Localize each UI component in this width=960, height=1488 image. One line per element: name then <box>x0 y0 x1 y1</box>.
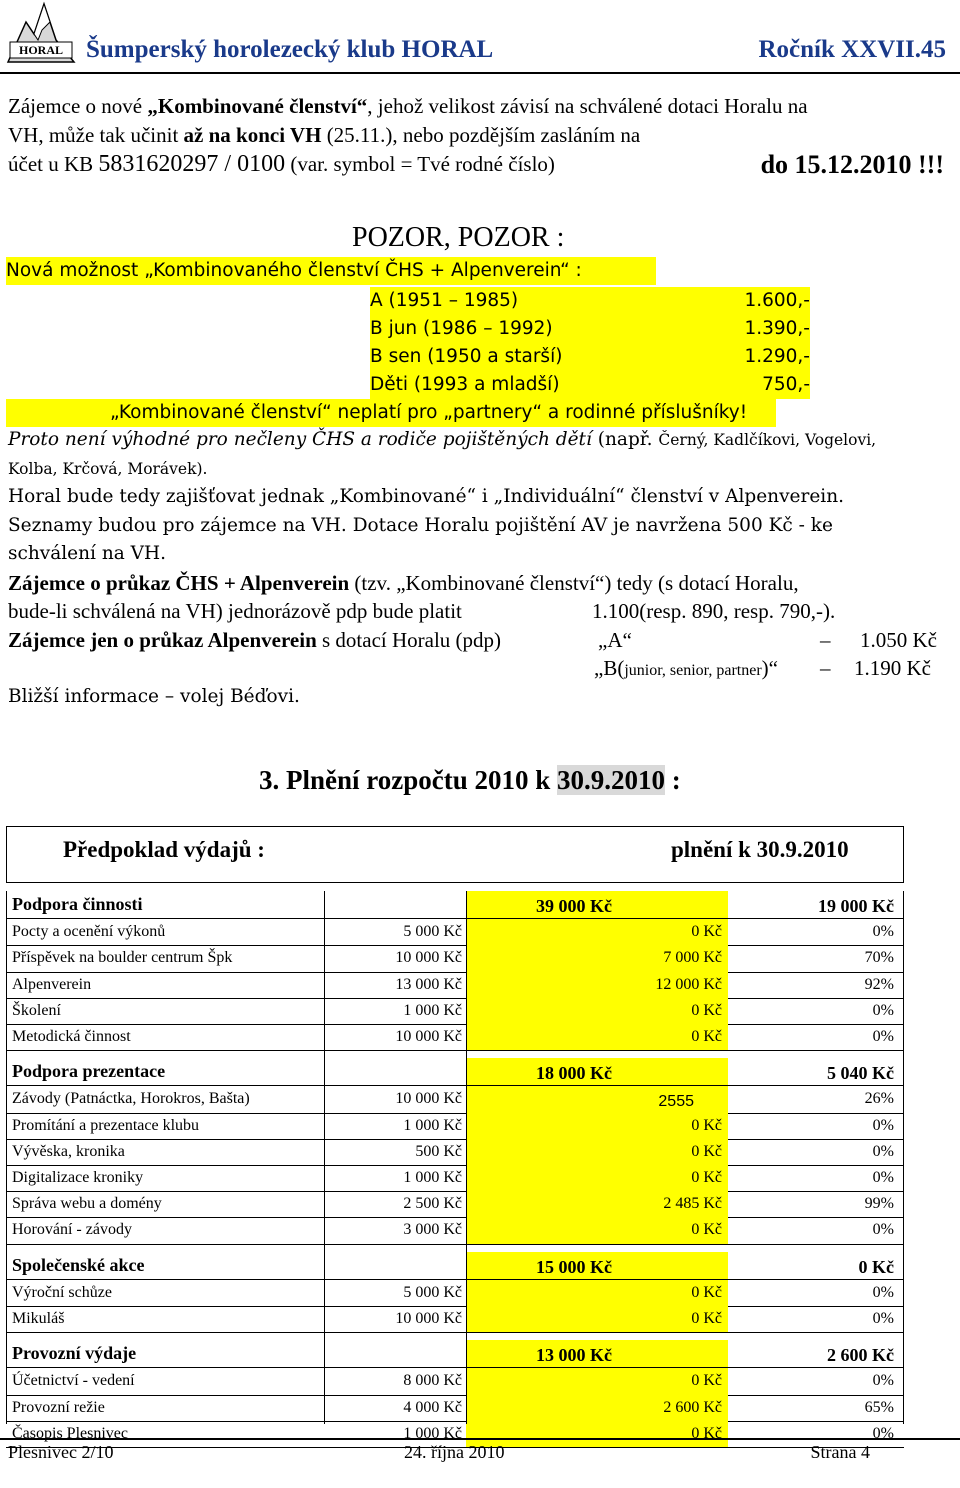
actual-highlight <box>466 1113 728 1139</box>
actual-highlight <box>466 1280 728 1306</box>
col-divider <box>324 891 325 1424</box>
row-divider <box>6 1244 904 1245</box>
item-percent: 0% <box>872 1028 894 1045</box>
group-actual: 19 000 Kč <box>818 896 894 916</box>
item-plan: 5 000 Kč <box>403 923 462 941</box>
body-text <box>8 426 956 711</box>
item-name: Pocty a ocenění výkonů <box>12 923 166 941</box>
item-percent: 0% <box>872 1372 894 1390</box>
price-row <box>370 315 810 343</box>
item-name: Digitalizace kroniky <box>12 1169 144 1186</box>
item-plan: 2 500 Kč <box>403 1195 462 1213</box>
item-actual: 0 Kč <box>691 923 722 941</box>
item-percent: 0% <box>872 1221 894 1239</box>
section-title <box>259 765 681 796</box>
body-line: Seznamy budou pro zájemce na VH. Dotace Horalu pojištění AV je navržena 500 Kč - ke <box>8 514 833 536</box>
account-number: 5831620297 / 0100 <box>98 151 286 177</box>
item-name: Časopis Plesnivec <box>12 1424 128 1442</box>
body-type: „A“ <box>598 627 632 652</box>
intro-text: VH, může tak učinit <box>8 123 184 147</box>
item-plan: 1 000 Kč <box>403 1001 462 1019</box>
item-actual: 2555 <box>658 1093 694 1111</box>
item-actual: 0 Kč <box>691 1142 722 1160</box>
body-line: Bližší informace – volej Béďovi. <box>8 685 300 707</box>
item-percent: 65% <box>864 1398 894 1416</box>
body-line: Horal bude tedy zajišťovat jednak „Kombinované“ i „Individuální“ členství v Alpenverein. <box>8 486 845 507</box>
item-name: Metodická činnost <box>12 1028 131 1045</box>
item-plan: 13 000 Kč <box>395 975 462 993</box>
item-actual: 0 Kč <box>691 1372 722 1390</box>
actual-highlight <box>466 1165 728 1191</box>
row-divider <box>6 1191 904 1192</box>
row-divider <box>6 1217 904 1218</box>
body-price: 1.190 Kč <box>854 656 931 680</box>
deadline: do 15.12.2010 !!! <box>760 150 944 179</box>
row-divider <box>6 1165 904 1166</box>
item-name: Příspěvek na boulder centrum Špk <box>12 949 233 967</box>
item-name: Provozní režie <box>12 1398 105 1416</box>
actual-highlight <box>466 1024 728 1050</box>
body-text-span: (např. <box>591 429 659 450</box>
item-plan: 1 000 Kč <box>403 1169 462 1186</box>
body-type: )“ <box>761 656 778 680</box>
price-amount: 1.390,- <box>744 318 810 339</box>
club-name: Šumperský horolezecký klub HORAL <box>86 36 494 63</box>
item-name: Vývěska, kronika <box>12 1142 125 1160</box>
col-divider <box>466 891 467 1424</box>
item-name: Mikuláš <box>12 1310 65 1327</box>
page-footer <box>0 1438 960 1488</box>
body-bold: Zájemce o průkaz ČHS + Alpenverein <box>8 570 350 595</box>
body-type-detail: junior, senior, partner <box>624 662 762 679</box>
body-text-span: s dotací Horalu (pdp) <box>316 627 502 652</box>
item-name: Školení <box>12 1001 61 1019</box>
price-row <box>370 343 810 371</box>
intro-text: účet u KB <box>8 152 99 176</box>
pozor-note: „Kombinované členství“ neplatí pro „partnery“ a rodinné příslušníky! <box>6 399 776 427</box>
intro-bold: „Kombinované členství“ <box>147 94 368 118</box>
item-actual: 0 Kč <box>691 1028 722 1045</box>
intro-text: Zájemce o nové <box>8 94 148 118</box>
intro-bold: až na konci VH <box>183 123 322 147</box>
row-divider <box>6 1395 904 1396</box>
item-actual: 7 000 Kč <box>663 949 722 967</box>
row-divider <box>6 1050 904 1051</box>
footer-date: 24. října 2010 <box>404 1442 505 1462</box>
item-name: Závody (Patnáctka, Horokros, Bašta) <box>12 1090 250 1108</box>
item-name: Horování - závody <box>12 1221 132 1239</box>
row-divider <box>6 972 904 973</box>
row-divider <box>6 1306 904 1307</box>
item-plan: 3 000 Kč <box>403 1221 462 1239</box>
actual-highlight <box>466 1306 728 1332</box>
item-plan: 1 000 Kč <box>403 1116 462 1134</box>
body-price: 1.050 Kč <box>860 627 937 652</box>
row-divider <box>6 945 904 946</box>
col-plan-header: Předpoklad výdajů : <box>63 837 265 862</box>
group-actual: 2 600 Kč <box>827 1345 894 1366</box>
price-amount: 750,- <box>762 374 810 395</box>
item-percent: 0% <box>872 1310 894 1327</box>
intro-text: (var. symbol = Tvé rodné číslo) <box>285 152 555 176</box>
item-plan: 500 Kč <box>415 1142 462 1160</box>
item-percent: 0% <box>872 923 894 941</box>
actual-highlight <box>466 919 728 945</box>
item-percent: 0% <box>872 1169 894 1186</box>
row-divider <box>6 1085 904 1086</box>
item-actual: 0 Kč <box>691 1283 722 1301</box>
row-divider <box>6 1332 904 1333</box>
body-italic: Proto není výhodné pro nečleny ČHS a rodiče pojištěných dětí <box>8 429 592 450</box>
item-percent: 99% <box>864 1195 894 1213</box>
price-row <box>370 371 810 399</box>
group-actual: 0 Kč <box>858 1256 894 1277</box>
item-percent: 70% <box>864 949 894 967</box>
actual-highlight <box>466 1368 728 1394</box>
footer-left: Plesnivec 2/10 <box>8 1442 114 1462</box>
item-actual: 0 Kč <box>691 1116 722 1134</box>
row-divider <box>6 1024 904 1025</box>
body-type: „B( <box>594 656 625 680</box>
group-plan: 39 000 Kč <box>536 896 612 916</box>
item-actual: 0 Kč <box>691 1310 722 1327</box>
col-actual-header: plnění k 30.9.2010 <box>671 837 849 862</box>
item-name: Alpenverein <box>12 975 92 993</box>
table-header <box>6 826 904 883</box>
price-label: B jun (1986 – 1992) <box>370 318 553 339</box>
price-label: Děti (1993 a mladší) <box>370 374 560 395</box>
price-label: A (1951 – 1985) <box>370 290 519 311</box>
footer-page: Strana 4 <box>810 1442 870 1462</box>
item-plan: 10 000 Kč <box>395 1310 462 1327</box>
row-divider <box>6 1139 904 1140</box>
price-amount: 1.600,- <box>744 290 810 311</box>
item-name: Výroční schůze <box>12 1283 112 1301</box>
group-name: Společenské akce <box>12 1254 145 1275</box>
body-dash: – <box>820 656 831 680</box>
actual-highlight <box>466 1217 728 1243</box>
row-divider <box>6 1421 904 1422</box>
item-percent: 0% <box>872 1001 894 1019</box>
price-label: B sen (1950 a starší) <box>370 346 563 367</box>
group-name: Podpora činnosti <box>12 894 143 914</box>
mountain-logo-icon <box>4 0 78 70</box>
intro-text: , jehož velikost závisí na schválené dotaci Horalu na <box>367 94 808 118</box>
row-divider <box>6 998 904 999</box>
item-plan: 4 000 Kč <box>403 1398 462 1416</box>
item-actual: 0 Kč <box>691 1001 722 1019</box>
issue-number: Ročník XXVII.45 <box>758 36 946 63</box>
row-divider <box>6 1367 904 1368</box>
item-plan: 5 000 Kč <box>403 1283 462 1301</box>
section-title-text: : <box>665 765 681 795</box>
item-actual: 0 Kč <box>691 1169 722 1186</box>
pozor-title: POZOR, POZOR : <box>352 222 565 253</box>
item-percent: 26% <box>864 1090 894 1108</box>
body-dash: – <box>820 627 831 652</box>
item-percent: 0% <box>872 1142 894 1160</box>
group-actual: 5 040 Kč <box>827 1063 894 1084</box>
actual-highlight <box>466 1139 728 1165</box>
body-price: 1.100(resp. 890, resp. 790,-). <box>592 599 836 623</box>
item-name: Promítání a prezentace klubu <box>12 1116 200 1134</box>
group-plan: 18 000 Kč <box>536 1063 612 1084</box>
row-divider <box>6 918 904 919</box>
logo-text: HORAL <box>18 43 64 57</box>
body-text-span: (tzv. „Kombinované členství“) tedy (s dotací Horalu, <box>349 570 799 595</box>
item-actual: 0 Kč <box>691 1424 722 1442</box>
group-plan: 13 000 Kč <box>536 1345 612 1366</box>
item-percent: 0% <box>872 1283 894 1301</box>
body-text-span: bude-li schválená na VH) jednorázově pdp bude platit <box>8 599 462 623</box>
intro-paragraph <box>8 92 956 179</box>
item-plan: 1 000 Kč <box>403 1424 462 1442</box>
section-title-text: 3. Plnění rozpočtu 2010 k <box>259 765 558 795</box>
item-name: Účetnictví - vedení <box>12 1372 135 1390</box>
body-names: Černý, Kadlčíkovi, Vogelovi, <box>658 431 877 449</box>
group-name: Podpora prezentace <box>12 1061 166 1082</box>
group-name: Provozní výdaje <box>12 1343 137 1364</box>
group-plan: 15 000 Kč <box>536 1256 612 1277</box>
actual-highlight <box>466 998 728 1024</box>
price-amount: 1.290,- <box>744 346 810 367</box>
item-actual: 0 Kč <box>691 1221 722 1239</box>
section-title-date: 30.9.2010 <box>557 765 666 795</box>
row-divider <box>6 1113 904 1114</box>
item-percent: 0% <box>872 1116 894 1134</box>
item-actual: 2 485 Kč <box>663 1195 722 1213</box>
page-header <box>0 0 960 74</box>
item-name: Správa webu a domény <box>12 1195 162 1213</box>
price-row <box>370 287 810 315</box>
row-divider <box>6 1279 904 1280</box>
pozor-subtitle: Nová možnost „Kombinovaného členství ČHS + Alpenverein“ : <box>6 257 656 285</box>
body-names-line: Kolba, Krčová, Morávek). <box>8 459 208 478</box>
item-plan: 8 000 Kč <box>403 1372 462 1390</box>
body-line: schválení na VH. <box>8 543 167 564</box>
item-plan: 10 000 Kč <box>395 1028 462 1045</box>
budget-table <box>6 891 904 1442</box>
item-actual: 12 000 Kč <box>655 975 722 993</box>
intro-text: (25.11.), nebo pozdějším zasláním na <box>321 123 641 147</box>
body-bold: Zájemce jen o průkaz Alpenverein <box>8 627 317 652</box>
item-plan: 10 000 Kč <box>395 949 462 967</box>
item-percent: 92% <box>864 975 894 993</box>
item-percent: 0% <box>872 1424 894 1442</box>
item-plan: 10 000 Kč <box>395 1090 462 1108</box>
item-actual: 2 600 Kč <box>663 1398 722 1416</box>
